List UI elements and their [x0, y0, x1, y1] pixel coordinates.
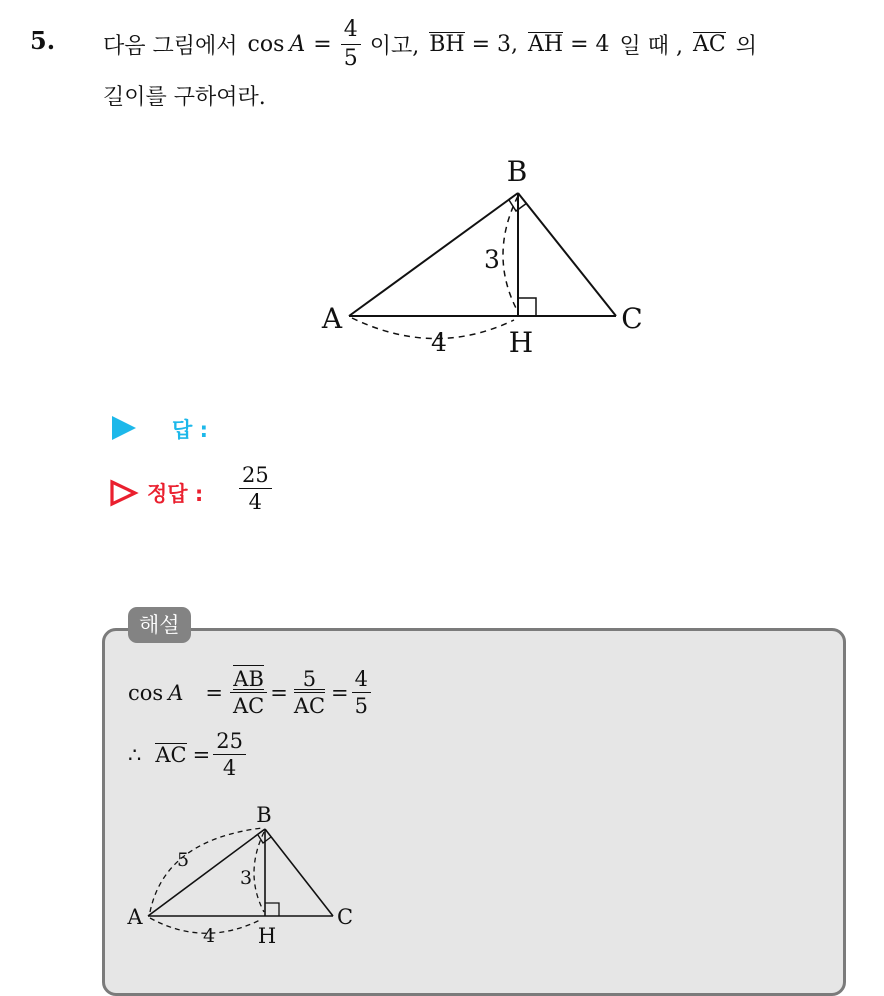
ah-value: = 4: [570, 31, 610, 57]
exp-label-b: B: [256, 803, 272, 827]
label-b: B: [506, 155, 528, 188]
bh-value: = 3,: [471, 31, 518, 57]
label-h: H: [508, 326, 534, 359]
explanation-tag: 해설: [128, 607, 191, 643]
question-prefix: 다음 그림에서: [103, 33, 238, 59]
length-ah: 4: [431, 328, 447, 357]
exp-seg-ab: AB: [233, 667, 264, 691]
answer-arrow-icon: [112, 416, 136, 440]
exp-frac-ab-ac: [230, 668, 267, 717]
exp-five: 5: [300, 668, 319, 693]
after-fraction-text: 이고,: [369, 33, 420, 59]
right-angle-mark-h: [518, 298, 536, 316]
triangle-figure: [300, 150, 660, 365]
angle-a: A: [289, 31, 306, 57]
solution-numerator: 25: [239, 464, 272, 489]
exp-cos-label: cos: [128, 680, 164, 705]
exp-seg-ac-2: AC: [294, 689, 325, 718]
solution-arrow-icon: [108, 478, 140, 508]
exp-seg-ac: AC: [233, 689, 264, 718]
exp-angle-a: A: [168, 680, 184, 705]
when-text: 일 때 ,: [619, 33, 683, 59]
exp-five-den: 5: [354, 694, 369, 719]
explanation-equation-2: [128, 730, 249, 779]
explanation-equation-1: [128, 668, 374, 717]
exp-length-ab: 5: [176, 849, 190, 871]
question-line-2: 길이를 구하여라.: [103, 85, 266, 110]
question-number: 5.: [30, 26, 56, 55]
label-a: A: [321, 302, 343, 335]
exp-frac-5-ac: [291, 668, 328, 717]
exp-length-ah: 4: [202, 925, 216, 947]
segment-ac: AC: [692, 32, 726, 57]
cos-label: cos: [247, 31, 285, 57]
exp-four: 4: [352, 668, 371, 693]
segment-bh: BH: [429, 32, 465, 57]
exp-length-bh: 3: [239, 867, 253, 889]
of-text: 의: [735, 33, 757, 59]
question-line-1: [103, 14, 757, 74]
length-bh: 3: [484, 245, 500, 274]
answer-label: 답 :: [172, 418, 208, 442]
exp-result-den: 4: [222, 756, 237, 781]
cos-fraction: [341, 18, 361, 69]
segment-ah: AH: [527, 32, 564, 57]
exp-dimension-arc-bh: [254, 832, 264, 912]
exp-eq-3: =: [331, 680, 349, 705]
exp-label-h: H: [257, 924, 277, 948]
solution-label: 정답 :: [147, 482, 204, 506]
exp-eq-4: =: [192, 742, 211, 767]
exp-label-a: A: [127, 905, 143, 929]
solution-denominator: 4: [248, 490, 263, 515]
solution-fraction: [236, 464, 275, 513]
explanation-triangle-figure: [118, 796, 368, 952]
exp-frac-4-5: [352, 668, 371, 717]
exp-eq-2: =: [270, 680, 288, 705]
dimension-arc-bh: [503, 196, 518, 312]
therefore-symbol: ∴: [128, 742, 142, 767]
exp-result-num: 25: [213, 730, 246, 755]
exp-seg-ac-result: AC: [155, 743, 187, 768]
exp-result-fraction: [213, 730, 246, 779]
exp-label-c: C: [336, 905, 354, 929]
equals-sign: =: [313, 31, 332, 57]
cos-numerator: 4: [341, 18, 361, 44]
exp-eq-1: =: [205, 680, 223, 705]
exp-right-angle-mark-h: [265, 903, 279, 916]
label-c: C: [621, 302, 643, 335]
cos-denominator: 5: [343, 45, 358, 71]
